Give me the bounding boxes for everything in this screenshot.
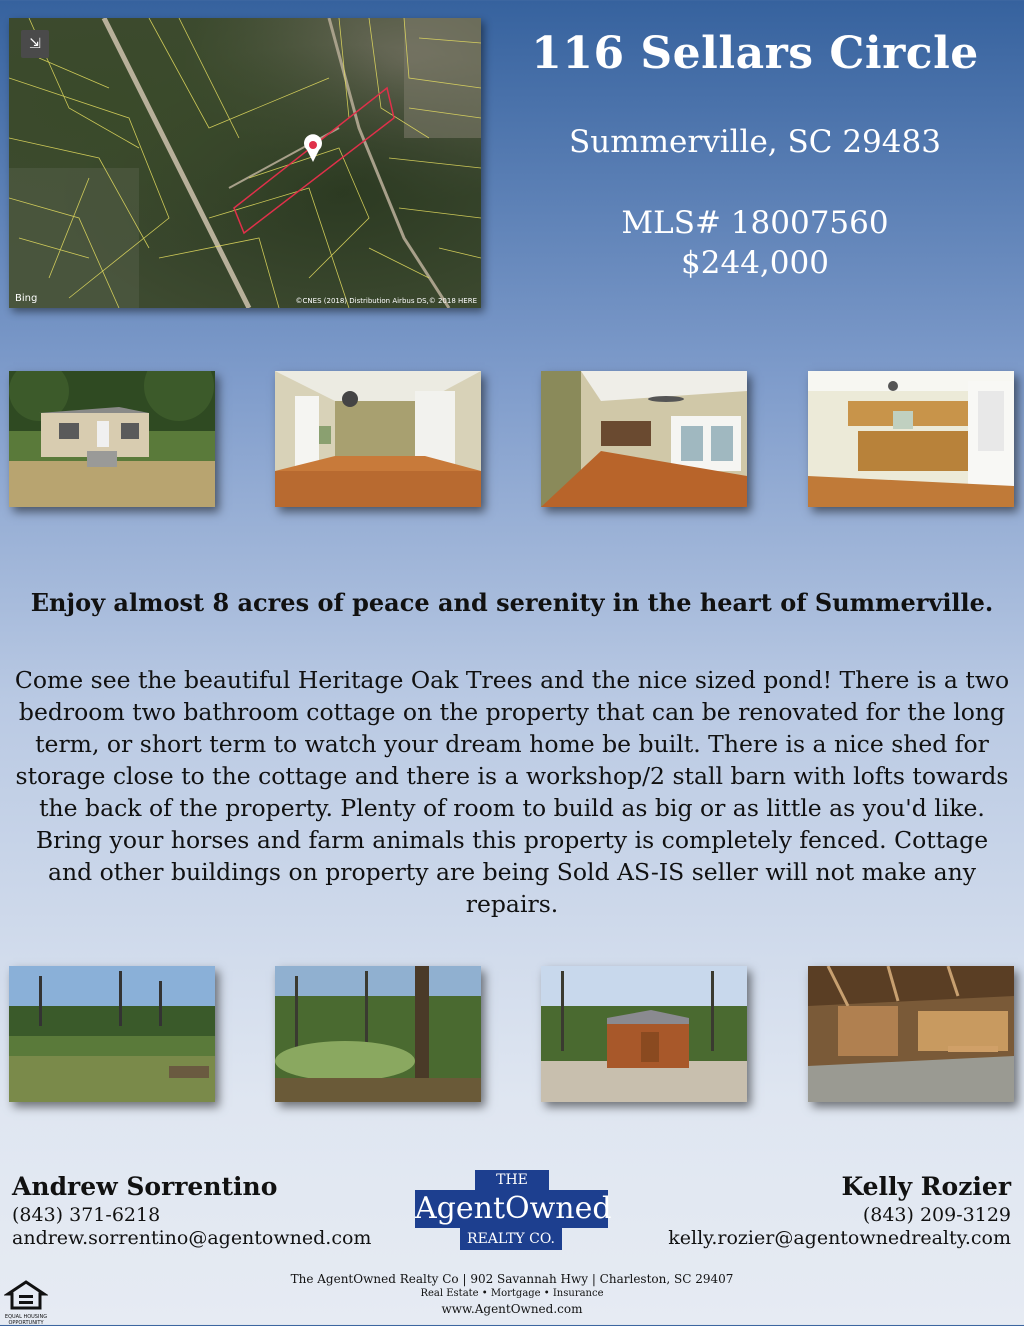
listing-price: $244,000 — [681, 245, 829, 281]
agent-left-name: Andrew Sorrentino — [12, 1172, 278, 1201]
property-boundary — [234, 88, 394, 233]
equal-housing-label: EQUAL HOUSING OPPORTUNITY — [4, 1314, 48, 1326]
footer-services: Real Estate • Mortgage • Insurance — [420, 1288, 604, 1299]
listing-headline: Enjoy almost 8 acres of peace and serenity in the heart of Summerville. — [30, 588, 994, 617]
agent-left-phone[interactable]: (843) 371-6218 — [12, 1204, 161, 1226]
agent-right-phone[interactable]: (843) 209-3129 — [862, 1204, 1011, 1226]
aerial-map[interactable] — [9, 18, 481, 308]
open-living-kitchen-photo[interactable] — [541, 371, 747, 507]
agent-right-name: Kelly Rozier — [841, 1172, 1011, 1201]
agent-left-email[interactable]: andrew.sorrentino@agentowned.com — [12, 1227, 372, 1249]
map-pin-icon[interactable] — [304, 134, 322, 162]
agent-left — [12, 1172, 371, 1250]
mls-number: MLS# 18007560 — [621, 205, 889, 241]
collapse-icon[interactable]: ⇲ — [21, 30, 49, 58]
agent-right — [668, 1172, 1011, 1250]
cottage-exterior-photo[interactable] — [9, 371, 215, 507]
property-city: Summerville, SC 29483 — [569, 124, 941, 160]
property-address: 116 Sellars Circle — [531, 28, 979, 79]
barn-interior-photo[interactable] — [808, 966, 1014, 1102]
listing-description: Come see the beautiful Heritage Oak Trees and the nice sized pond! There is a two bedroom two bathroom cottage on the property that can be renovated for the long term, or short term to watch your dream home be built. There is a nice shed for storage close to the cottage and there is a workshop/2 stall barn with lofts towards the back of the property. Plenty of room to build as big or as little as you'd like. Bring your horses and farm animals this property is completely fenced. Cottage and other buildings on property are being Sold AS-IS seller will not make any repairs. — [14, 666, 1010, 918]
yard-photo[interactable] — [9, 966, 215, 1102]
equal-housing-icon — [4, 1280, 48, 1326]
logo-top-text: THE — [475, 1170, 549, 1190]
pond-photo[interactable] — [275, 966, 481, 1102]
map-brand: Bing — [15, 293, 38, 304]
map-credit: ©CNES (2018) Distribution Airbus DS,© 2018 HERE — [295, 297, 477, 305]
living-room-photo[interactable] — [275, 371, 481, 507]
agent-right-email[interactable]: kelly.rozier@agentownedrealty.com — [668, 1227, 1011, 1249]
footer-website[interactable]: www.AgentOwned.com — [441, 1302, 583, 1316]
agentowned-logo — [415, 1170, 612, 1254]
kitchen-photo[interactable] — [808, 371, 1014, 507]
shed-photo[interactable] — [541, 966, 747, 1102]
footer-company-line: The AgentOwned Realty Co | 902 Savannah Hwy | Charleston, SC 29407 — [290, 1272, 734, 1286]
logo-middle-text: AgentOwned — [415, 1191, 612, 1226]
logo-bottom-text: REALTY CO. — [460, 1228, 562, 1250]
map-parcel-lines — [9, 18, 481, 308]
